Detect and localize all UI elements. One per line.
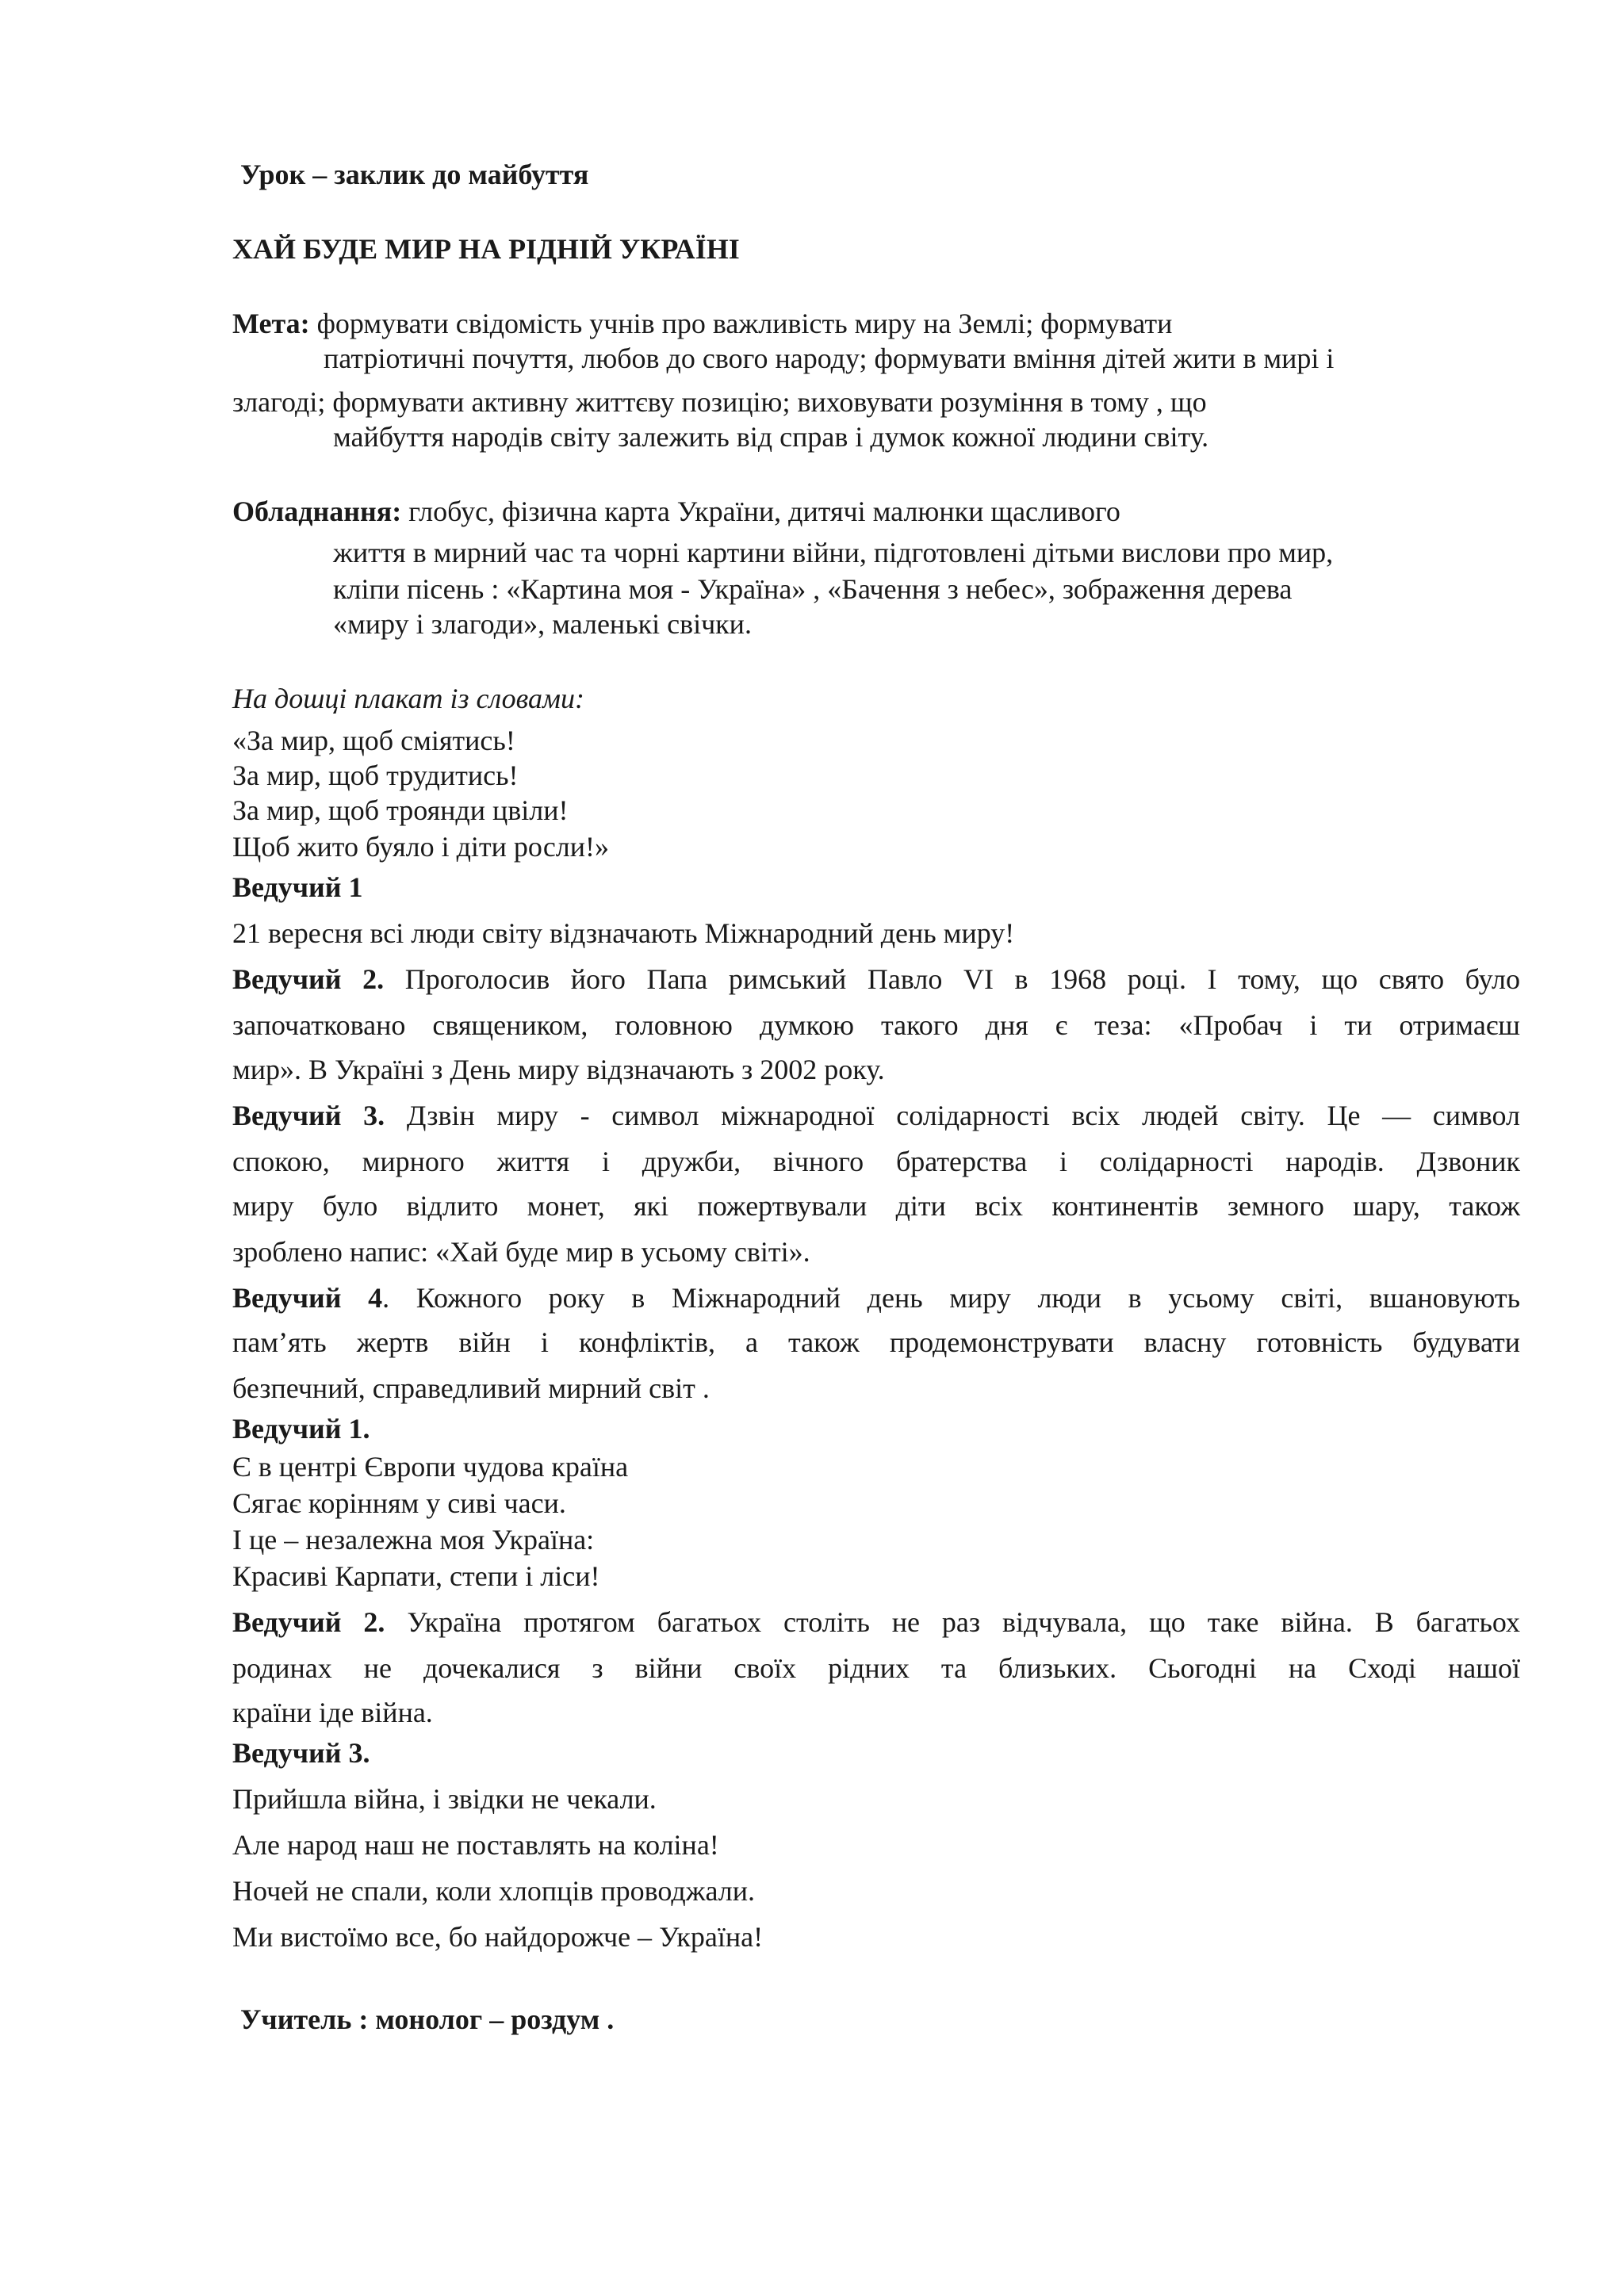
- host3-line-3: миру було відлито монет, які пожертвували діти всіх континентів земного шару, також: [232, 1190, 1520, 1222]
- goal-line-2: патріотичні почуття, любов до свого народу; формувати вміння дітей жити в мирі і: [324, 342, 1335, 374]
- host3b-line-2: Але народ наш не поставлять на коліна!: [232, 1829, 719, 1861]
- host1b-line-4: Красиві Карпати, степи і ліси!: [232, 1560, 600, 1592]
- host3-line-4: зроблено напис: «Хай буде мир в усьому світі».: [232, 1236, 810, 1268]
- host3b-line-3: Ночей не спали, коли хлопців проводжали.: [232, 1875, 756, 1907]
- host4-label: Ведучий 4: [232, 1282, 383, 1314]
- goal-label: Мета:: [232, 308, 310, 339]
- host1-line-1: 21 вересня всі люди світу відзначають Міжнародний день миру!: [232, 917, 1015, 949]
- poster-line-2: За мир, щоб трудитись!: [232, 760, 519, 791]
- host3-label: Ведучий 3.: [232, 1100, 385, 1131]
- host2b-text-1: Україна протягом багатьох століть не раз відчувала, що таке війна. В багатьох: [385, 1606, 1521, 1638]
- goal-line-3: злагоді; формувати активну життєву позицію; виховувати розуміння в тому , що: [232, 386, 1207, 418]
- host3-line-2: спокою, мирного життя і дружби, вічного братерства і солідарності народів. Дзвоник: [232, 1146, 1520, 1177]
- host2b-line-2: родинах не дочекалися з війни своїх рідних та близьких. Сьогодні на Сході нашої: [232, 1652, 1520, 1684]
- equipment-line-3: кліпи пісень : «Картина моя - Україна» , «Бачення з небес», зображення дерева: [333, 573, 1293, 605]
- host2-text-1: Проголосив його Папа римський Павло VI в 1968 році. І тому, що свято було: [384, 963, 1520, 995]
- host1b-line-3: І це – незалежна моя Україна:: [232, 1524, 595, 1556]
- host3b-label: Ведучий 3.: [232, 1737, 370, 1769]
- goal-line-4: майбуття народів світу залежить від справ і думок кожної людини світу.: [333, 421, 1209, 453]
- host2b-label: Ведучий 2.: [232, 1606, 385, 1638]
- host1-label: Ведучий 1: [232, 871, 363, 903]
- host3-line-1: [232, 1098, 1520, 1133]
- equipment-label: Обладнання:: [232, 496, 402, 527]
- host4-line-2: пам’ять жертв війн і конфліктів, а також продемонструвати власну готовність будувати: [232, 1326, 1520, 1358]
- equipment-line-1: [232, 494, 1120, 529]
- equipment-text-1: глобус, фізична карта України, дитячі малюнки щасливого: [408, 496, 1120, 527]
- host2-line-3: мир». В Україні з День миру відзначають з 2002 року.: [232, 1054, 885, 1085]
- host3b-line-4: Ми вистоїмо все, бо найдорожче – Україна!: [232, 1921, 764, 1953]
- host1b-line-2: Сягає корінням у сиві часи.: [232, 1487, 566, 1519]
- host2-line-1: [232, 962, 1520, 997]
- document-title: ХАЙ БУДЕ МИР НА РІДНІЙ УКРАЇНІ: [232, 233, 740, 265]
- poster-line-4: Щоб жито буяло і діти росли!»: [232, 831, 610, 863]
- poster-intro: На дошці плакат із словами:: [232, 683, 584, 714]
- equipment-line-4: «миру і злагоди», маленькі свічки.: [333, 608, 752, 640]
- host4-text-1: . Кожного року в Міжнародний день миру люди в усьому світі, вшановують: [382, 1282, 1520, 1314]
- poster-line-3: За мир, щоб троянди цвіли!: [232, 794, 569, 826]
- host3b-line-1: Прийшла війна, і звідки не чекали.: [232, 1783, 657, 1815]
- host1b-line-1: Є в центрі Європи чудова країна: [232, 1451, 629, 1483]
- equipment-line-2: життя в мирний час та чорні картини війни, підготовлені дітьми вислови про мир,: [333, 537, 1334, 568]
- host1b-label: Ведучий 1.: [232, 1413, 370, 1445]
- host3-text-1: Дзвін миру - символ міжнародної солідарності всіх людей світу. Це — символ: [385, 1100, 1521, 1131]
- lesson-type: Урок – заклик до майбуття: [240, 159, 589, 190]
- goal-text-1: формувати свідомість учнів про важливість миру на Землі; формувати: [316, 308, 1173, 339]
- host4-line-3: безпечний, справедливий мирний світ .: [232, 1372, 710, 1404]
- host2-label: Ведучий 2.: [232, 963, 385, 995]
- host4-line-1: [232, 1280, 1520, 1315]
- goal-line-1: [232, 306, 1172, 341]
- poster-line-1: «За мир, щоб сміятись!: [232, 725, 515, 756]
- host2b-line-1: [232, 1605, 1520, 1640]
- teacher-line: Учитель : монолог – роздум .: [240, 2003, 615, 2035]
- host2b-line-3: країни іде війна.: [232, 1697, 433, 1728]
- host2-line-2: започатковано священиком, головною думкою такого дня є теза: «Пробач і ти отримаєш: [232, 1009, 1520, 1041]
